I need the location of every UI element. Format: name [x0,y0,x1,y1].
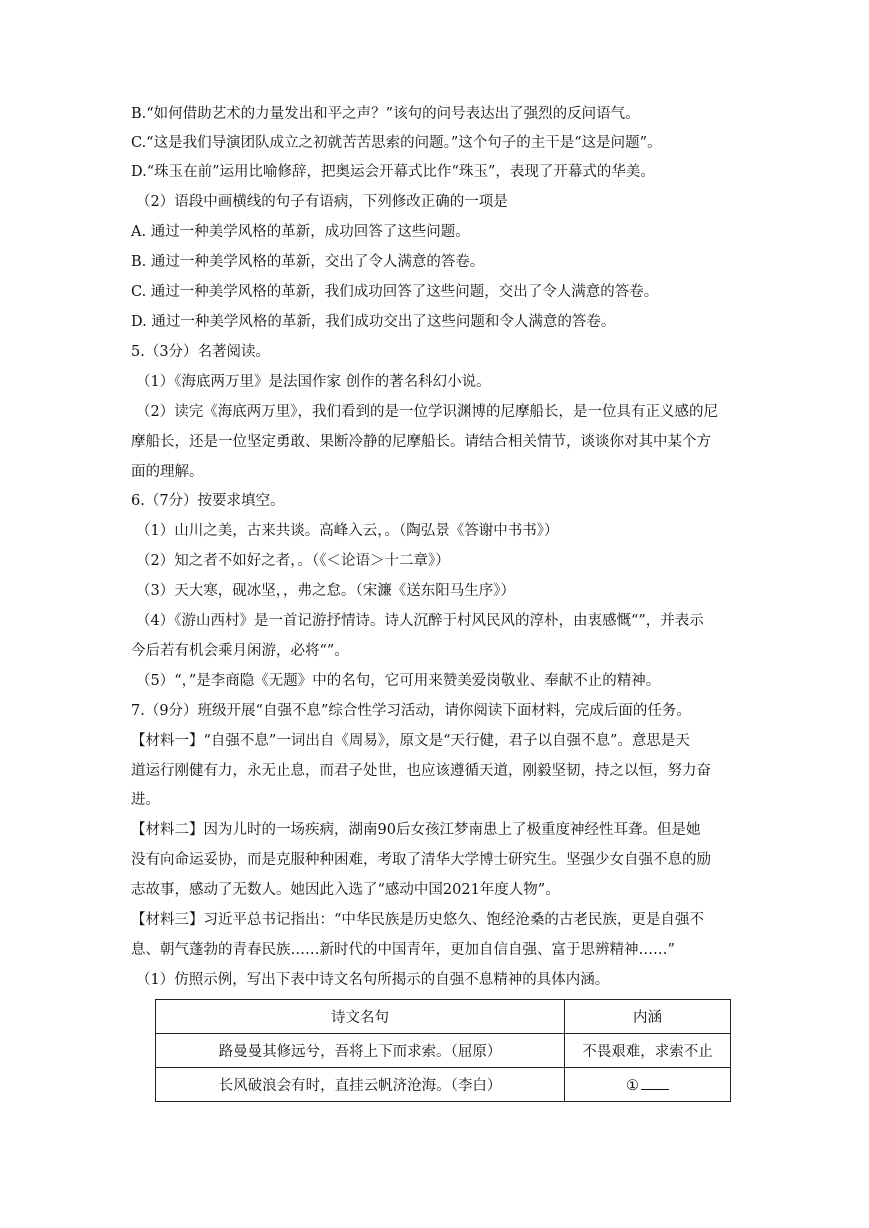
table-header-row [156,1000,731,1034]
question-6-2: （2）知之者不如好之者，。（《＜论语＞十二章》） [136,553,450,569]
poem-table [155,999,731,1102]
choice-c: C. 通过一种美学风格的革新，我们成功回答了这些问题，交出了令人满意的答卷。 [131,284,659,300]
option-c-line: C.“这是我们导演团队成立之初就苦苦思索的问题。”这个句子的主干是“这是问题”。 [131,135,662,151]
question-5-2-line3: 面的理解。 [131,464,204,480]
choice-a: A. 通过一种美学风格的革新，成功回答了这些问题。 [131,224,470,240]
material-2-line2: 没有向命运妥协，而是克服种种困难，考取了清华大学博士研究生。坚强少女自强不息的励 [131,852,711,868]
answer-blank[interactable] [641,1075,669,1090]
question-5-heading: 5.（3分）名著阅读。 [131,344,271,360]
choice-b: B. 通过一种美学风格的革新，交出了令人满意的答卷。 [131,254,485,270]
option-d-line: D.“珠玉在前”运用比喻修辞，把奥运会开幕式比作“珠玉”，表现了开幕式的华美。 [131,164,655,180]
question-6-heading: 6.（7分）按要求填空。 [131,493,285,509]
header-poem: 诗文名句 [156,1000,565,1034]
answer-marker: ① [626,1078,639,1094]
choice-d: D. 通过一种美学风格的革新，我们成功交出了这些问题和令人满意的答卷。 [131,314,616,330]
question-6-5: （5）“，”是李商隐《无题》中的名句，它可用来赞美爱岗敬业、奉献不止的精神。 [136,673,661,689]
question-6-4-line2: 今后若有机会乘月闲游，必将“”。 [131,643,349,659]
material-2-line1: 【材料二】因为儿时的一场疾病，湖南90后女孩江梦南患上了极重度神经性耳聋。但是她 [131,822,701,838]
question-7-1: （1）仿照示例，写出下表中诗文名句所揭示的自强不息精神的具体内涵。 [136,972,610,988]
question-6-4-line1: （4）《游山西村》是一首记游抒情诗。诗人沉醉于村风民风的淳朴，由衷感慨“”，并表示 [136,613,704,629]
question-4-2: （2）语段中画横线的句子有语病，下列修改正确的一项是 [136,194,508,210]
meaning-cell: 不畏艰难，求索不止 [565,1034,731,1068]
material-3-line1: 【材料三】习近平总书记指出：“中华民族是历史悠久、饱经沧桑的古老民族，更是自强不 [131,912,704,928]
question-5-2-line2: 摩船长，还是一位坚定勇敢、果断冷静的尼摩船长。请结合相关情节，谈谈你对其中某个方 [131,434,711,450]
question-6-1: （1）山川之美，古来共谈。高峰入云，。（陶弘景《答谢中书书》） [136,523,559,539]
poem-cell: 路曼曼其修远兮，吾将上下而求索。（屈原） [156,1034,565,1068]
header-meaning: 内涵 [565,1000,731,1034]
question-6-3: （3）天大寒，砚冰坚，，弗之怠。（宋濂《送东阳马生序》） [136,583,515,599]
question-5-2-line1: （2）读完《海底两万里》，我们看到的是一位学识渊博的尼摩船长，是一位具有正义感的尼 [136,404,718,420]
table-row [156,1068,731,1102]
material-2-line3: 志故事，感动了无数人。她因此入选了“感动中国2021年度人物”。 [131,882,560,898]
meaning-cell [565,1068,731,1102]
material-1-line2: 道运行刚健有力，永无止息，而君子处世，也应该遵循天道，刚毅坚韧，持之以恒，努力奋 [131,763,711,779]
material-1-line1: 【材料一】“自强不息”一词出自《周易》，原文是“天行健，君子以自强不息”。意思是天 [131,733,690,749]
table-row [156,1034,731,1068]
question-5-1: （1）《海底两万里》是法国作家 创作的著名科幻小说。 [136,374,491,390]
option-b-line: B.“如何借助艺术的力量发出和平之声？”该句的问号表达出了强烈的反问语气。 [131,106,640,122]
question-7-heading: 7.（9分）班级开展“自强不息”综合性学习活动，请你阅读下面材料，完成后面的任务。 [131,703,691,719]
material-3-line2: 息、朝气蓬勃的青春民族……新时代的中国青年，更加自信自强、富于思辨精神……” [131,942,675,958]
material-1-line3: 进。 [131,792,160,808]
poem-cell: 长风破浪会有时，直挂云帆济沧海。（李白） [156,1068,565,1102]
